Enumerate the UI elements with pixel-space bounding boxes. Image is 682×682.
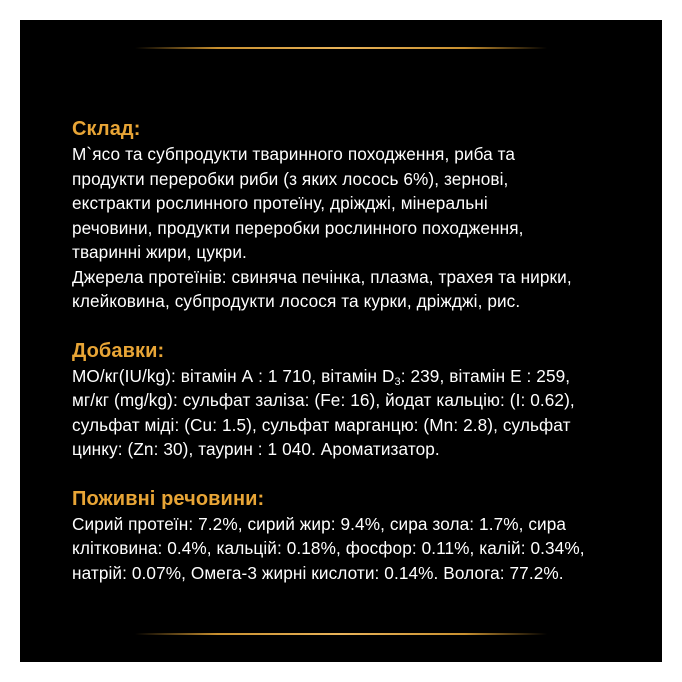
protein-sources-line: клейковина, субпродукти лосося та курки, дріжджі, рис. [72, 291, 521, 311]
nutrients-line: натрій: 0.07%, Омега-3 жирні кислоти: 0.14%. Волога: 77.2%. [72, 562, 564, 583]
label-content [72, 116, 632, 609]
composition-section [72, 116, 632, 314]
vitamin-d-subscript: 3 [394, 375, 401, 388]
nutrients-line: клітковина: 0.4%, кальцій: 0.18%, фосфор: 0.11%, калій: 0.34%, [72, 538, 585, 558]
additives-line-part: : 239, вітамін E : 259, [400, 365, 571, 386]
additives-line: сульфат міді: (Cu: 1.5), сульфат марганцю: (Mn: 2.8), сульфат [72, 414, 571, 435]
additives-line: мг/кг (mg/kg): сульфат заліза: (Fe: 16), йодат кальцію: (I: 0.62), [72, 390, 575, 410]
nutrients-line: Сирий протеїн: 7.2%, сирий жир: 9.4%, сира зола: 1.7%, сира [72, 513, 567, 534]
additives-line: цинку: (Zn: 30), таурин : 1 040. Ароматизатор. [72, 439, 440, 459]
additives-line [72, 364, 632, 389]
nutrients-heading: Поживні речовини: [72, 487, 265, 510]
protein-sources-line: Джерела протеїнів: свиняча печінка, плазма, трахея та нирки, [72, 266, 572, 287]
additives-section [72, 338, 632, 462]
label-panel [20, 20, 662, 662]
composition-line: тваринні жири, цукри. [72, 242, 247, 262]
additives-line-part: МО/кг(IU/kg): вітамін А : 1 710, вітамін D [72, 365, 395, 386]
composition-line: речовини, продукти переробки рослинного походження, [72, 217, 524, 238]
composition-line: продукти переробки риби (з яких лосось 6%), зернові, [72, 168, 509, 189]
additives-heading: Добавки: [72, 339, 165, 362]
top-gold-divider [135, 47, 547, 49]
nutrients-section [72, 486, 632, 586]
composition-line: екстракти рослинного протеїну, дріжджі, мінеральні [72, 193, 488, 213]
composition-heading: Склад: [72, 118, 141, 140]
composition-line: М`ясо та субпродукти тваринного походження, риба та [72, 144, 516, 164]
bottom-gold-divider [135, 633, 547, 635]
